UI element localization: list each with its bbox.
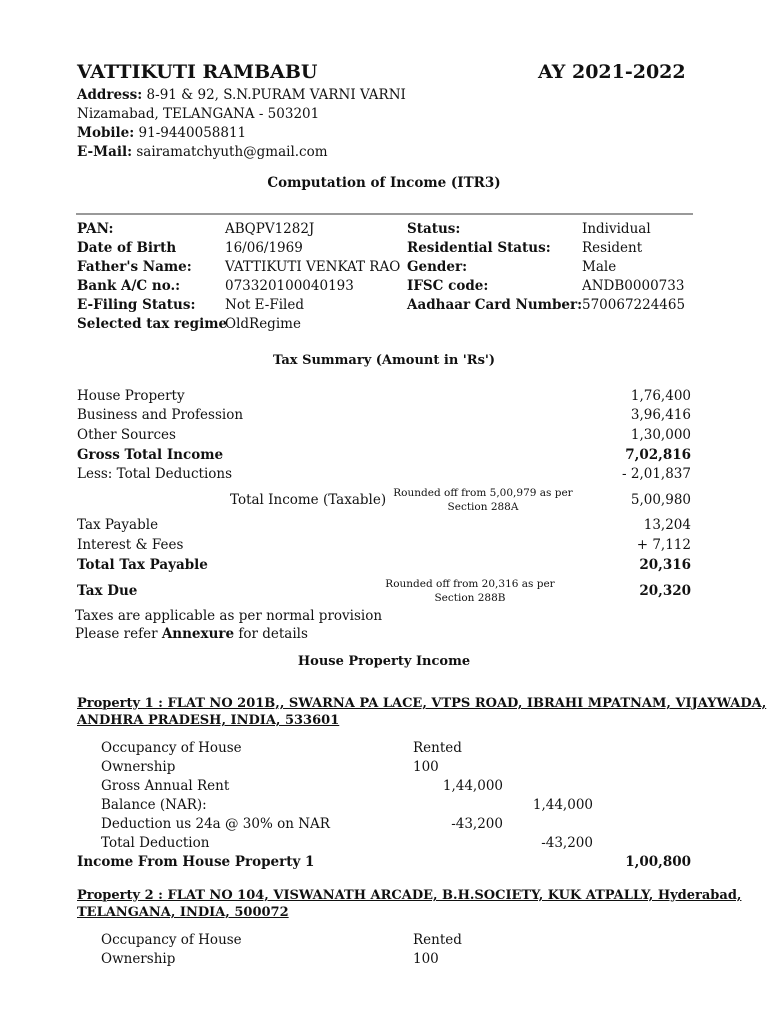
gender-value: Male — [582, 259, 617, 275]
gender-label: Gender: — [407, 259, 468, 275]
father-name-label: Father's Name: — [77, 259, 192, 275]
taxes-note: Taxes are applicable as per normal provision — [75, 608, 383, 624]
mobile-label: Mobile: — [77, 125, 135, 141]
bank-ac-value: 073320100040193 — [225, 278, 354, 294]
p1-gar-label: Gross Annual Rent — [101, 778, 230, 794]
p1-income-label: Income From House Property 1 — [77, 854, 315, 870]
residential-status-value: Resident — [582, 240, 643, 256]
other-sources-label: Other Sources — [77, 427, 176, 443]
mobile-line — [77, 125, 246, 141]
p1-ded24a-label: Deduction us 24a @ 30% on NAR — [101, 816, 330, 832]
property-2-heading-line-1: Property 2 : FLAT NO 104, VISWANATH ARCADE, B.H.SOCIETY, KUK ATPALLY, Hyderabad, — [77, 888, 742, 903]
address-value: 8-91 & 92, S.N.PURAM VARNI VARNI — [146, 87, 406, 103]
house-property-value: 1,76,400 — [630, 388, 691, 404]
p1-ded24a-value: -43,200 — [451, 816, 503, 832]
residential-status-label: Residential Status: — [407, 240, 551, 256]
deductions-label: Less: Total Deductions — [77, 466, 233, 482]
email-label: E-Mail: — [77, 144, 133, 160]
property-1-heading-line-1: Property 1 : FLAT NO 201B,, SWARNA PA LACE, VTPS ROAD, IBRAHI MPATNAM, VIJAYWADA, — [77, 696, 767, 711]
tax-due-note-2: Section 288B — [434, 592, 506, 604]
gross-total-label: Gross Total Income — [77, 447, 224, 463]
tax-payable-label: Tax Payable — [77, 517, 159, 533]
father-name-value: VATTIKUTI VENKAT RAO — [225, 259, 401, 275]
efiling-status-label: E-Filing Status: — [77, 297, 196, 313]
tax-due-value: 20,320 — [639, 583, 691, 599]
p1-total-ded-value: -43,200 — [541, 835, 593, 851]
total-income-value: 5,00,980 — [630, 492, 691, 508]
p2-ownership-label: Ownership — [101, 951, 176, 967]
total-tax-payable-value: 20,316 — [639, 557, 691, 573]
annexure-note — [75, 626, 308, 642]
business-value: 3,96,416 — [630, 407, 691, 423]
email-line — [77, 144, 328, 160]
house-property-label: House Property — [77, 388, 185, 404]
p1-total-ded-label: Total Deduction — [101, 835, 210, 851]
pan-label: PAN: — [77, 221, 114, 237]
p1-ownership-label: Ownership — [101, 759, 176, 775]
p2-occupancy-label: Occupancy of House — [101, 932, 242, 948]
deductions-value: - 2,01,837 — [622, 466, 691, 482]
annexure-note-pre: Please refer — [75, 626, 162, 642]
tax-payable-value: 13,204 — [643, 517, 691, 533]
mobile-value: 91-9440058811 — [138, 125, 247, 141]
property-2-heading-line-2: TELANGANA, INDIA, 500072 — [77, 905, 289, 920]
gross-total-value: 7,02,816 — [625, 447, 691, 463]
divider — [76, 213, 693, 215]
other-sources-value: 1,30,000 — [630, 427, 691, 443]
address-line-1 — [77, 87, 406, 103]
dob-label: Date of Birth — [77, 240, 177, 256]
dob-value: 16/06/1969 — [225, 240, 303, 256]
p1-nar-value: 1,44,000 — [532, 797, 593, 813]
p1-gar-value: 1,44,000 — [442, 778, 503, 794]
computation-title: Computation of Income (ITR3) — [267, 175, 501, 191]
p2-ownership-value: 100 — [413, 951, 439, 967]
tax-summary-title: Tax Summary (Amount in 'Rs') — [272, 353, 496, 368]
total-income-label: Total Income (Taxable) — [230, 492, 387, 508]
total-income-note-2: Section 288A — [447, 501, 519, 513]
p1-income-value: 1,00,800 — [625, 854, 691, 870]
aadhaar-value: 570067224465 — [582, 297, 686, 313]
aadhaar-label: Aadhaar Card Number: — [407, 297, 583, 313]
interest-fees-label: Interest & Fees — [77, 537, 184, 553]
email-value: sairamatchyuth@gmail.com — [136, 144, 328, 160]
total-tax-payable-label: Total Tax Payable — [77, 557, 208, 573]
status-label: Status: — [407, 221, 461, 237]
p2-occupancy-value: Rented — [413, 932, 462, 948]
address-line-2: Nizamabad, TELANGANA - 503201 — [77, 106, 320, 122]
assessment-year: AY 2021-2022 — [538, 61, 686, 83]
annexure-link: Annexure — [161, 626, 235, 642]
annexure-note-post: for details — [234, 626, 308, 642]
tax-regime-label: Selected tax regime — [77, 316, 228, 332]
property-1-heading-line-2: ANDHRA PRADESH, INDIA, 533601 — [77, 713, 340, 728]
total-income-note-1: Rounded off from 5,00,979 as per — [393, 487, 573, 499]
pan-value: ABQPV1282J — [225, 221, 315, 237]
bank-ac-label: Bank A/C no.: — [77, 278, 181, 294]
house-property-title: House Property Income — [297, 654, 471, 669]
p1-occupancy-value: Rented — [413, 740, 462, 756]
taxpayer-name: VATTIKUTI RAMBABU — [77, 61, 318, 83]
status-value: Individual — [582, 221, 651, 237]
p1-ownership-value: 100 — [413, 759, 439, 775]
p1-occupancy-label: Occupancy of House — [101, 740, 242, 756]
tax-regime-value: OldRegime — [225, 316, 301, 332]
tax-due-note-1: Rounded off from 20,316 as per — [385, 578, 555, 590]
p1-nar-label: Balance (NAR): — [101, 797, 207, 813]
efiling-status-value: Not E-Filed — [225, 297, 304, 313]
interest-fees-value: + 7,112 — [636, 537, 691, 553]
tax-due-label: Tax Due — [77, 583, 138, 599]
ifsc-label: IFSC code: — [407, 278, 489, 294]
business-label: Business and Profession — [77, 407, 244, 423]
ifsc-value: ANDB0000733 — [582, 278, 685, 294]
address-label: Address: — [77, 87, 143, 103]
